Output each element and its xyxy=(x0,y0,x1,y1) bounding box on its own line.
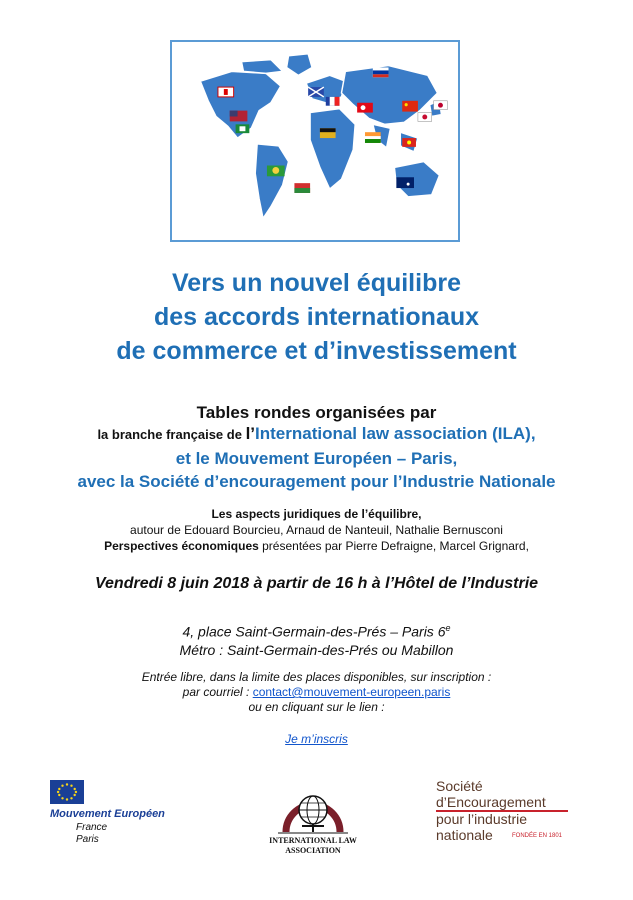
main-title-line1: Vers un nouvel équilibre xyxy=(172,269,461,297)
organisers-line1-apos: l’ xyxy=(245,424,256,443)
program-block xyxy=(0,506,633,554)
me-logo-paris: Paris xyxy=(76,834,99,845)
world-map-puzzle-icon xyxy=(172,42,458,240)
main-title-line3: de commerce et d’investissement xyxy=(116,337,517,365)
main-title-line2: des accords internationaux xyxy=(153,303,480,331)
register-link[interactable]: Je m’inscris xyxy=(285,732,348,746)
event-address xyxy=(0,619,633,659)
ila-logo-line2: ASSOCIATION xyxy=(285,846,341,855)
organisers-line1-prefix: la branche française de xyxy=(97,427,246,442)
sei-logo-line4: nationale xyxy=(436,827,493,843)
mouvement-europeen-logo xyxy=(50,780,230,850)
registration-block xyxy=(0,670,633,715)
economic-perspectives-speakers: présentées par Pierre Defraigne, Marcel Grignard, xyxy=(258,539,529,553)
ila-name: International law association (ILA), xyxy=(255,424,536,443)
sei-logo-line2: d’Encouragement xyxy=(436,794,546,810)
registration-line2 xyxy=(0,685,633,700)
address-line xyxy=(0,619,633,641)
contact-email-link[interactable]: contact@mouvement-europeen.paris xyxy=(252,685,451,699)
main-title xyxy=(0,266,633,368)
me-logo-france: France xyxy=(76,822,108,833)
sei-logo xyxy=(436,778,576,848)
world-map-image xyxy=(170,40,460,242)
sei-logo-line3: pour l’industrie xyxy=(436,811,528,827)
event-date: Vendredi 8 juin 2018 à partir de 16 h à l’Hôtel de l’Industrie xyxy=(94,575,539,592)
economic-perspectives xyxy=(0,538,633,554)
sei-logo-line1: Société xyxy=(436,778,483,794)
legal-aspects-title: Les aspects juridiques de l’équilibre, xyxy=(211,507,422,521)
organisers-line3: avec la Société d’encouragement pour l’Industrie Nationale xyxy=(77,472,556,491)
organisers-line2: et le Mouvement Européen – Paris, xyxy=(175,449,458,468)
eu-flag-icon xyxy=(50,780,84,804)
metro-line: Métro : Saint-Germain-des-Prés ou Mabillon xyxy=(179,641,454,658)
sei-logo-founded: FONDÉE EN 1801 xyxy=(512,833,563,839)
economic-perspectives-title: Perspectives économiques xyxy=(104,539,259,553)
address-main: 4, place Saint-Germain-des-Prés – Paris 6 xyxy=(182,623,446,640)
organisers-line1 xyxy=(0,424,633,444)
address-sup: e xyxy=(445,623,451,633)
me-logo-name: Mouvement Européen xyxy=(50,808,165,820)
legal-aspects-speakers: autour de Edouard Bourcieu, Arnaud de Nanteuil, Nathalie Bernusconi xyxy=(130,523,503,537)
registration-email-prefix: par courriel : xyxy=(182,685,253,699)
ila-logo xyxy=(258,770,368,860)
organisers-heading: Tables rondes organisées par xyxy=(196,403,437,422)
registration-line1: Entrée libre, dans la limite des places disponibles, sur inscription : xyxy=(141,670,492,684)
ila-logo-line1: INTERNATIONAL LAW xyxy=(269,836,357,845)
registration-line3: ou en cliquant sur le lien : xyxy=(248,700,385,714)
